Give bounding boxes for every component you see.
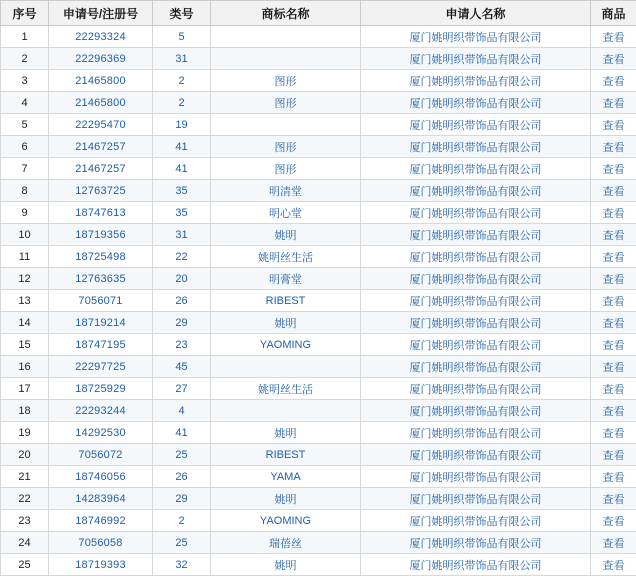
cell-applicant: 厦门姚明织带饰品有限公司 (361, 26, 591, 48)
cell-class: 2 (153, 510, 211, 532)
cell-application-number: 18746992 (49, 510, 153, 532)
view-goods-link[interactable]: 查看 (603, 120, 625, 132)
cell-goods (591, 70, 636, 92)
column-header-application-number: 申请号/注册号 (49, 1, 153, 26)
cell-index: 25 (1, 554, 49, 576)
cell-applicant: 厦门姚明织带饰品有限公司 (361, 312, 591, 334)
view-goods-link[interactable]: 查看 (603, 274, 625, 286)
cell-trademark-name: 图形 (211, 92, 361, 114)
cell-goods (591, 532, 636, 554)
cell-application-number: 22293324 (49, 26, 153, 48)
view-goods-link[interactable]: 查看 (603, 54, 625, 66)
cell-trademark-name: 明膏堂 (211, 268, 361, 290)
view-goods-link[interactable]: 查看 (603, 472, 625, 484)
view-goods-link[interactable]: 查看 (603, 450, 625, 462)
cell-applicant: 厦门姚明织带饰品有限公司 (361, 510, 591, 532)
cell-class: 25 (153, 532, 211, 554)
cell-index: 19 (1, 422, 49, 444)
cell-trademark-name (211, 356, 361, 378)
cell-class: 5 (153, 26, 211, 48)
view-goods-link[interactable]: 查看 (603, 340, 625, 352)
table-row (1, 202, 636, 224)
table-row (1, 136, 636, 158)
cell-applicant: 厦门姚明织带饰品有限公司 (361, 290, 591, 312)
table-row (1, 114, 636, 136)
cell-applicant: 厦门姚明织带饰品有限公司 (361, 554, 591, 576)
cell-goods (591, 202, 636, 224)
cell-class: 25 (153, 444, 211, 466)
cell-index: 15 (1, 334, 49, 356)
table-row (1, 466, 636, 488)
cell-trademark-name (211, 114, 361, 136)
cell-class: 19 (153, 114, 211, 136)
cell-trademark-name (211, 26, 361, 48)
cell-application-number: 12763635 (49, 268, 153, 290)
cell-class: 31 (153, 224, 211, 246)
cell-index: 22 (1, 488, 49, 510)
cell-goods (591, 268, 636, 290)
cell-application-number: 18747195 (49, 334, 153, 356)
table-row (1, 312, 636, 334)
cell-index: 16 (1, 356, 49, 378)
cell-applicant: 厦门姚明织带饰品有限公司 (361, 334, 591, 356)
cell-applicant: 厦门姚明织带饰品有限公司 (361, 488, 591, 510)
cell-goods (591, 290, 636, 312)
cell-trademark-name: 姚明丝生活 (211, 246, 361, 268)
table-row (1, 26, 636, 48)
cell-application-number: 22296369 (49, 48, 153, 70)
cell-goods (591, 92, 636, 114)
table-row (1, 334, 636, 356)
cell-application-number: 7056058 (49, 532, 153, 554)
cell-applicant: 厦门姚明织带饰品有限公司 (361, 532, 591, 554)
table-row (1, 70, 636, 92)
cell-applicant: 厦门姚明织带饰品有限公司 (361, 180, 591, 202)
cell-class: 41 (153, 158, 211, 180)
cell-goods (591, 48, 636, 70)
table-row (1, 378, 636, 400)
cell-applicant: 厦门姚明织带饰品有限公司 (361, 444, 591, 466)
cell-index: 12 (1, 268, 49, 290)
cell-goods (591, 400, 636, 422)
cell-applicant: 厦门姚明织带饰品有限公司 (361, 114, 591, 136)
table-header (1, 1, 636, 26)
table-row (1, 400, 636, 422)
cell-index: 2 (1, 48, 49, 70)
table-row (1, 246, 636, 268)
cell-class: 27 (153, 378, 211, 400)
cell-class: 23 (153, 334, 211, 356)
cell-class: 32 (153, 554, 211, 576)
table-row (1, 422, 636, 444)
cell-goods (591, 466, 636, 488)
view-goods-link[interactable]: 查看 (603, 494, 625, 506)
cell-goods (591, 136, 636, 158)
cell-class: 2 (153, 70, 211, 92)
cell-goods (591, 246, 636, 268)
cell-index: 6 (1, 136, 49, 158)
cell-class: 35 (153, 202, 211, 224)
cell-class: 31 (153, 48, 211, 70)
cell-trademark-name (211, 48, 361, 70)
cell-index: 10 (1, 224, 49, 246)
cell-goods (591, 26, 636, 48)
cell-application-number: 22293244 (49, 400, 153, 422)
cell-trademark-name: 姚明 (211, 224, 361, 246)
cell-index: 8 (1, 180, 49, 202)
cell-application-number: 21465800 (49, 70, 153, 92)
view-goods-link[interactable]: 查看 (603, 318, 625, 330)
cell-application-number: 21467257 (49, 136, 153, 158)
cell-index: 21 (1, 466, 49, 488)
view-goods-link[interactable]: 查看 (603, 516, 625, 528)
cell-index: 17 (1, 378, 49, 400)
column-header-index: 序号 (1, 1, 49, 26)
table-row (1, 180, 636, 202)
cell-index: 11 (1, 246, 49, 268)
cell-class: 35 (153, 180, 211, 202)
cell-goods (591, 510, 636, 532)
cell-index: 9 (1, 202, 49, 224)
view-goods-link[interactable]: 查看 (603, 208, 625, 220)
cell-goods (591, 180, 636, 202)
cell-index: 13 (1, 290, 49, 312)
view-goods-link[interactable]: 查看 (603, 76, 625, 88)
cell-class: 20 (153, 268, 211, 290)
table-row (1, 488, 636, 510)
table-row (1, 158, 636, 180)
cell-goods (591, 114, 636, 136)
cell-class: 41 (153, 136, 211, 158)
cell-index: 23 (1, 510, 49, 532)
cell-trademark-name: 姚明 (211, 312, 361, 334)
cell-applicant: 厦门姚明织带饰品有限公司 (361, 246, 591, 268)
cell-index: 14 (1, 312, 49, 334)
cell-application-number: 7056071 (49, 290, 153, 312)
cell-goods (591, 444, 636, 466)
cell-application-number: 14292530 (49, 422, 153, 444)
view-goods-link[interactable]: 查看 (603, 296, 625, 308)
cell-application-number: 22295470 (49, 114, 153, 136)
cell-index: 20 (1, 444, 49, 466)
view-goods-link[interactable]: 查看 (603, 428, 625, 440)
table-row (1, 268, 636, 290)
cell-trademark-name: 图形 (211, 136, 361, 158)
cell-class: 26 (153, 290, 211, 312)
view-goods-link[interactable]: 查看 (603, 98, 625, 110)
cell-application-number: 7056072 (49, 444, 153, 466)
cell-application-number: 14283964 (49, 488, 153, 510)
cell-trademark-name: YAMA (211, 466, 361, 488)
view-goods-link[interactable]: 查看 (603, 142, 625, 154)
cell-applicant: 厦门姚明织带饰品有限公司 (361, 202, 591, 224)
table-row (1, 554, 636, 576)
cell-goods (591, 488, 636, 510)
cell-trademark-name: 明清堂 (211, 180, 361, 202)
view-goods-link[interactable]: 查看 (603, 252, 625, 264)
table-row (1, 224, 636, 246)
cell-trademark-name: 明心堂 (211, 202, 361, 224)
column-header-class: 类号 (153, 1, 211, 26)
cell-goods (591, 224, 636, 246)
table-row (1, 532, 636, 554)
table-row (1, 92, 636, 114)
table-row (1, 444, 636, 466)
cell-applicant: 厦门姚明织带饰品有限公司 (361, 48, 591, 70)
cell-application-number: 18719393 (49, 554, 153, 576)
cell-index: 5 (1, 114, 49, 136)
cell-goods (591, 158, 636, 180)
cell-index: 24 (1, 532, 49, 554)
column-header-applicant: 申请人名称 (361, 1, 591, 26)
cell-trademark-name: YAOMING (211, 334, 361, 356)
cell-index: 18 (1, 400, 49, 422)
view-goods-link[interactable]: 查看 (603, 32, 625, 44)
cell-goods (591, 312, 636, 334)
table-row (1, 290, 636, 312)
view-goods-link[interactable]: 查看 (603, 406, 625, 418)
cell-trademark-name: 图形 (211, 158, 361, 180)
cell-applicant: 厦门姚明织带饰品有限公司 (361, 356, 591, 378)
table-row (1, 510, 636, 532)
cell-class: 29 (153, 312, 211, 334)
cell-class: 26 (153, 466, 211, 488)
cell-index: 1 (1, 26, 49, 48)
table-row (1, 356, 636, 378)
cell-trademark-name: YAOMING (211, 510, 361, 532)
cell-goods (591, 378, 636, 400)
cell-application-number: 18725929 (49, 378, 153, 400)
view-goods-link[interactable]: 查看 (603, 230, 625, 242)
table-header-row (1, 1, 636, 26)
cell-application-number: 18746056 (49, 466, 153, 488)
cell-applicant: 厦门姚明织带饰品有限公司 (361, 268, 591, 290)
cell-trademark-name: 瑞蓓丝 (211, 532, 361, 554)
cell-index: 7 (1, 158, 49, 180)
cell-index: 4 (1, 92, 49, 114)
cell-trademark-name: 姚明 (211, 488, 361, 510)
cell-application-number: 22297725 (49, 356, 153, 378)
cell-index: 3 (1, 70, 49, 92)
cell-trademark-name: 姚明 (211, 554, 361, 576)
view-goods-link[interactable]: 查看 (603, 560, 625, 572)
cell-application-number: 18725498 (49, 246, 153, 268)
cell-trademark-name (211, 400, 361, 422)
cell-class: 29 (153, 488, 211, 510)
cell-class: 45 (153, 356, 211, 378)
cell-applicant: 厦门姚明织带饰品有限公司 (361, 422, 591, 444)
view-goods-link[interactable]: 查看 (603, 538, 625, 550)
cell-applicant: 厦门姚明织带饰品有限公司 (361, 92, 591, 114)
cell-applicant: 厦门姚明织带饰品有限公司 (361, 136, 591, 158)
cell-trademark-name: RIBEST (211, 444, 361, 466)
cell-goods (591, 422, 636, 444)
view-goods-link[interactable]: 查看 (603, 164, 625, 176)
cell-trademark-name: 姚明丝生活 (211, 378, 361, 400)
cell-trademark-name: RIBEST (211, 290, 361, 312)
cell-applicant: 厦门姚明织带饰品有限公司 (361, 400, 591, 422)
cell-application-number: 12763725 (49, 180, 153, 202)
cell-applicant: 厦门姚明织带饰品有限公司 (361, 70, 591, 92)
cell-applicant: 厦门姚明织带饰品有限公司 (361, 466, 591, 488)
cell-class: 4 (153, 400, 211, 422)
cell-goods (591, 356, 636, 378)
view-goods-link[interactable]: 查看 (603, 362, 625, 374)
table-row (1, 48, 636, 70)
cell-application-number: 18719214 (49, 312, 153, 334)
cell-class: 2 (153, 92, 211, 114)
cell-applicant: 厦门姚明织带饰品有限公司 (361, 224, 591, 246)
column-header-goods: 商品 (591, 1, 636, 26)
cell-application-number: 18747613 (49, 202, 153, 224)
column-header-trademark-name: 商标名称 (211, 1, 361, 26)
view-goods-link[interactable]: 查看 (603, 186, 625, 198)
cell-class: 41 (153, 422, 211, 444)
table-body (1, 26, 636, 576)
cell-application-number: 18719356 (49, 224, 153, 246)
cell-applicant: 厦门姚明织带饰品有限公司 (361, 158, 591, 180)
cell-application-number: 21465800 (49, 92, 153, 114)
cell-trademark-name: 姚明 (211, 422, 361, 444)
cell-goods (591, 554, 636, 576)
cell-class: 22 (153, 246, 211, 268)
cell-application-number: 21467257 (49, 158, 153, 180)
cell-goods (591, 334, 636, 356)
cell-applicant: 厦门姚明织带饰品有限公司 (361, 378, 591, 400)
view-goods-link[interactable]: 查看 (603, 384, 625, 396)
cell-trademark-name: 图形 (211, 70, 361, 92)
